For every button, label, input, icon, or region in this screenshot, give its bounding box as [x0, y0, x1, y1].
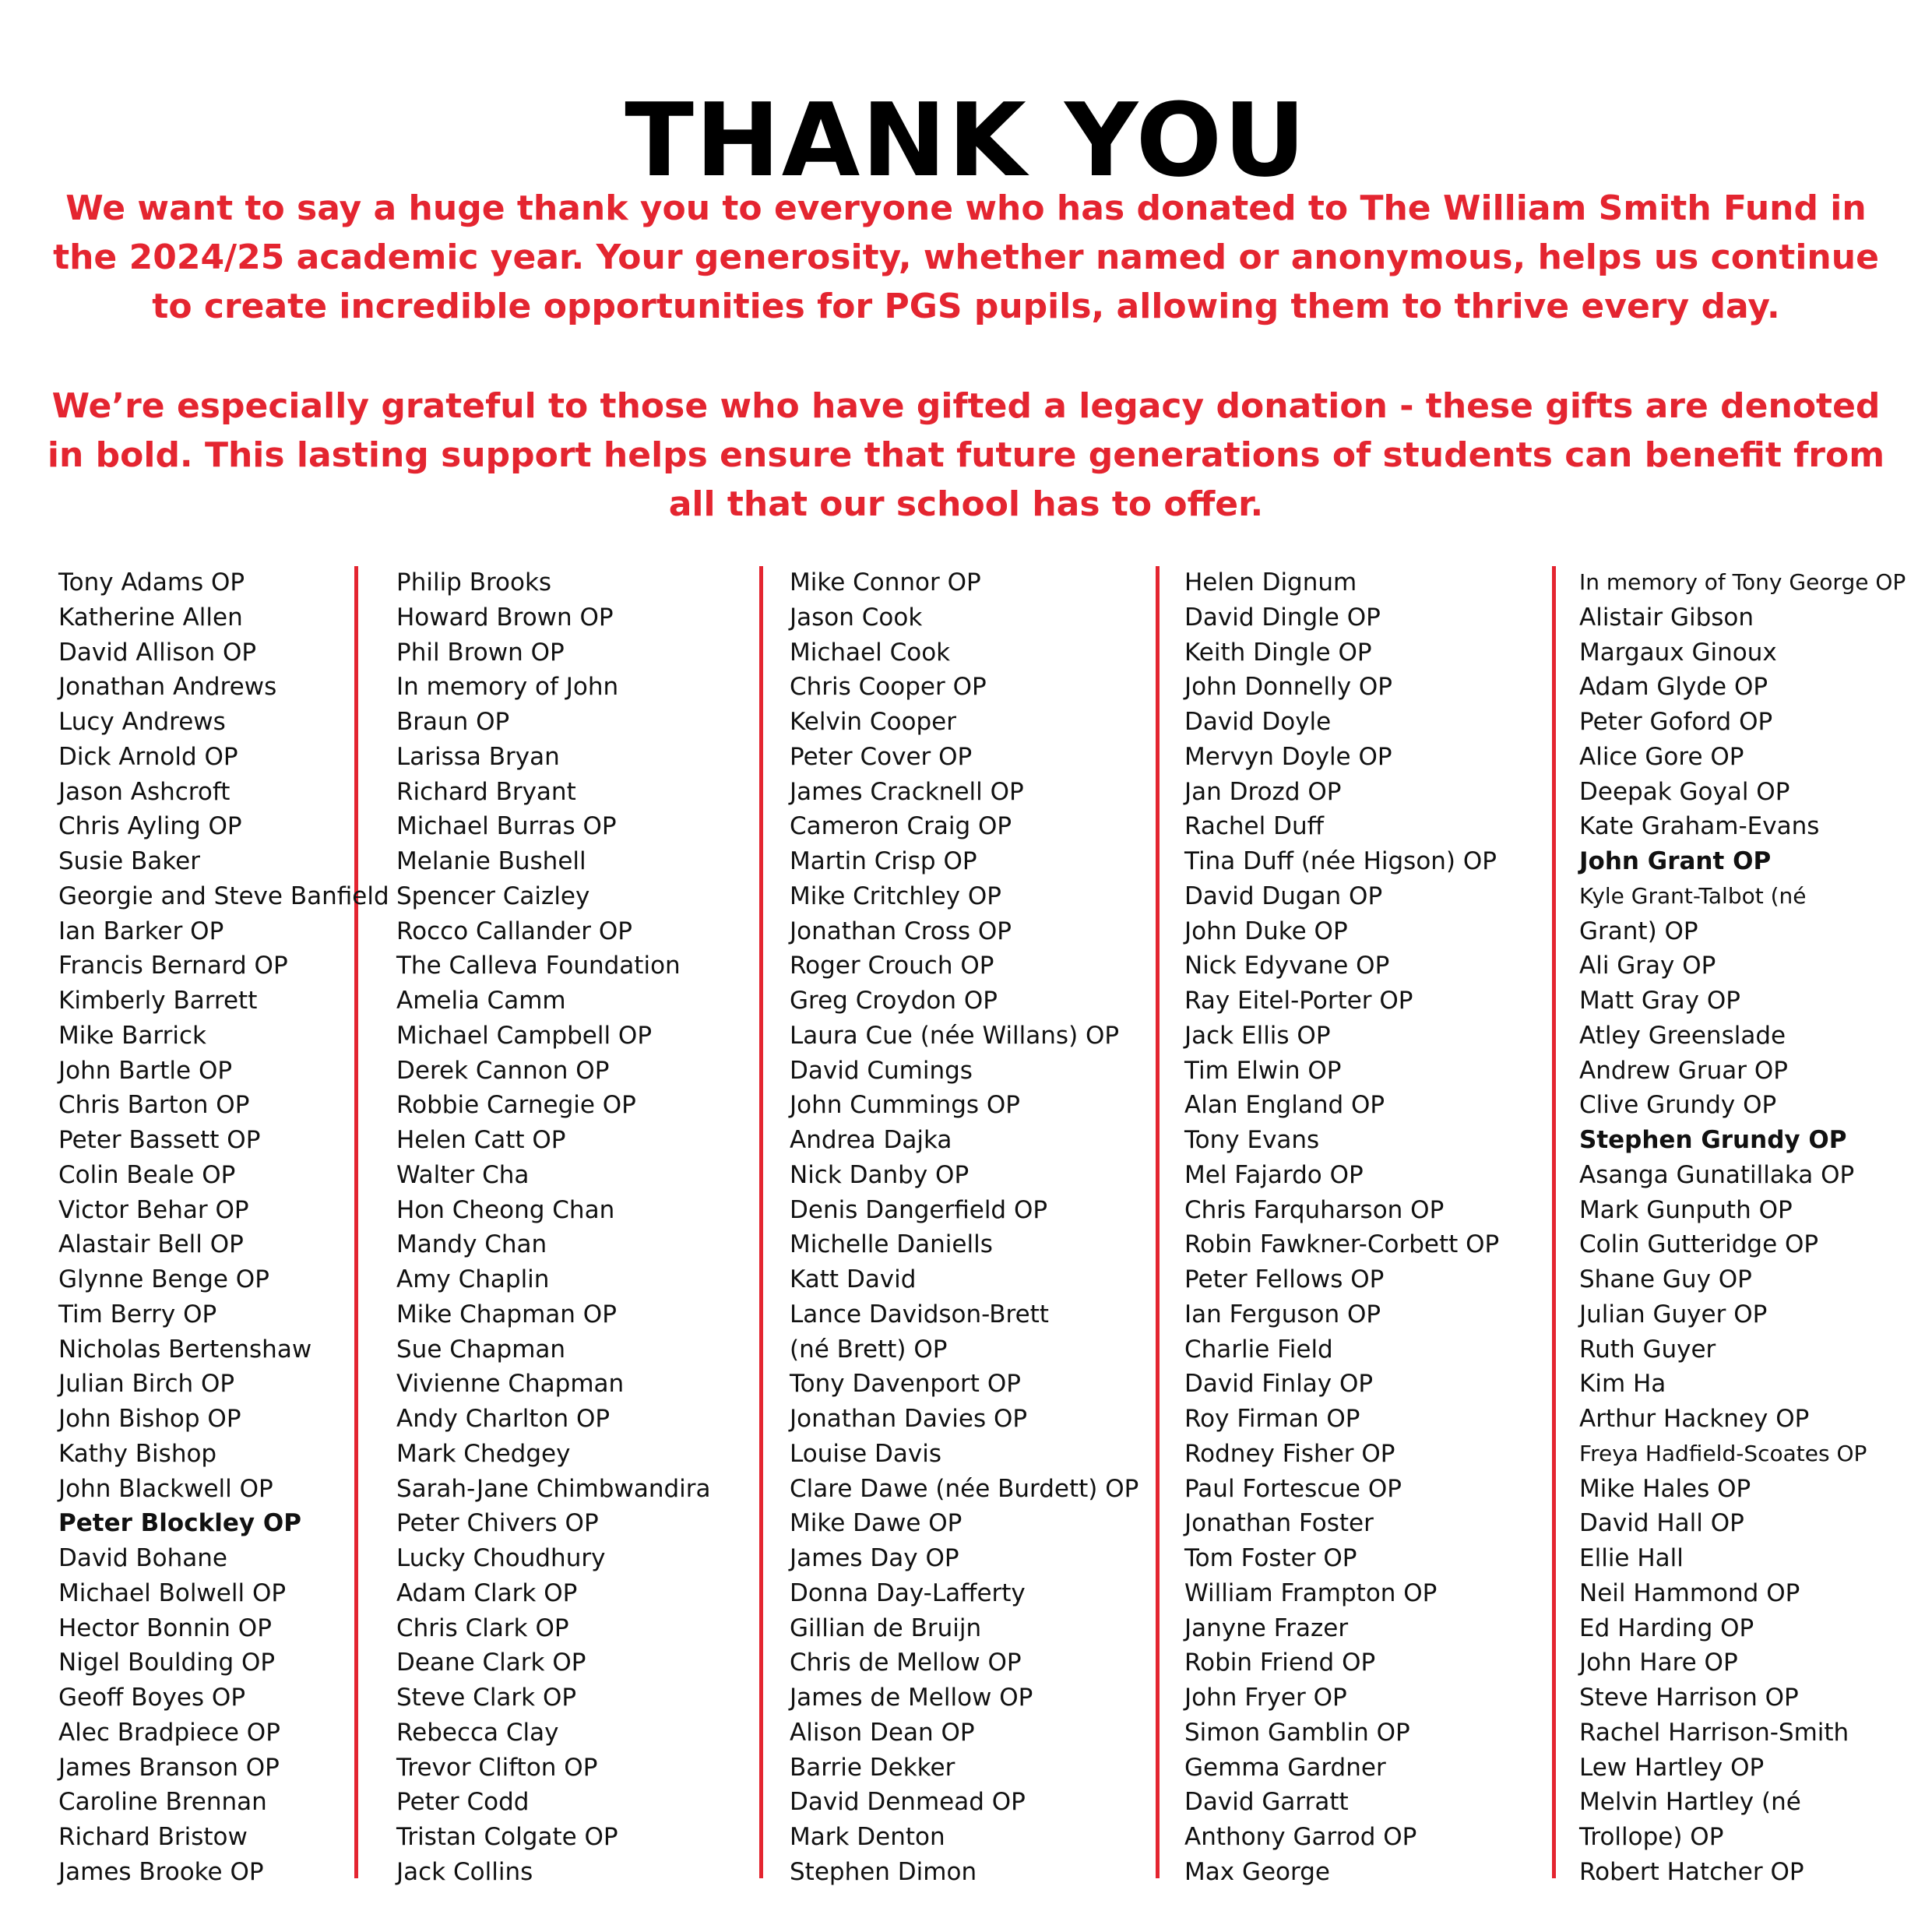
donor-name: Spencer Caizley: [396, 882, 590, 910]
donor-name: Adam Clark OP: [396, 1578, 578, 1607]
donor-name: Chris Farquharson OP: [1184, 1195, 1445, 1224]
donor-name: Jason Ashcroft: [58, 777, 231, 806]
donor-name: Jonathan Foster: [1184, 1509, 1374, 1538]
donor-name: Susie Baker: [58, 847, 200, 875]
donor-name: David Cumings: [790, 1056, 973, 1085]
donor-name: Geoff Boyes OP: [58, 1684, 246, 1712]
donor-name: Andrea Dajka: [790, 1126, 952, 1154]
donor-name: James Brooke OP: [58, 1857, 264, 1886]
donor-name: Robert Hatcher OP: [1579, 1857, 1804, 1886]
donor-column-2: [396, 565, 711, 1890]
donor-name: Mandy Chan: [396, 1230, 547, 1259]
donor-name: Michael Burras OP: [396, 812, 617, 841]
donor-name: Mervyn Doyle OP: [1184, 742, 1392, 771]
donor-name: Ed Harding OP: [1579, 1614, 1754, 1642]
donor-name: Kim Ha: [1579, 1370, 1666, 1399]
donor-name: Rocco Callander OP: [396, 917, 632, 945]
donor-name: Lucky Choudhury: [396, 1544, 606, 1572]
donor-name: Keith Dingle OP: [1184, 638, 1372, 667]
donor-column-4: [1184, 565, 1499, 1890]
donor-name: Michael Cook: [790, 638, 951, 667]
donor-name: Janyne Frazer: [1184, 1614, 1349, 1642]
donor-name: John Grant OP: [1579, 847, 1772, 875]
donor-name: Nick Edyvane OP: [1184, 952, 1390, 980]
donor-name: Mike Chapman OP: [396, 1300, 617, 1328]
donor-name: Mike Connor OP: [790, 568, 981, 596]
donor-name: John Bartle OP: [58, 1056, 233, 1085]
donor-name: Ali Gray OP: [1579, 952, 1716, 980]
donor-name: Neil Hammond OP: [1579, 1578, 1800, 1607]
donor-name: Ian Ferguson OP: [1184, 1300, 1381, 1328]
donor-name: Roy Firman OP: [1184, 1405, 1360, 1433]
donor-name: William Frampton OP: [1184, 1578, 1438, 1607]
donor-name: Julian Guyer OP: [1579, 1300, 1768, 1328]
intro-legacy-paragraph: We’re especially grateful to those who have gifted a legacy donation - these gifts are denoted in bold. This lasting support helps ensure that future generations of students can benefit from all that our school has to offer.: [47, 386, 1885, 524]
donor-name: Sue Chapman: [396, 1335, 566, 1364]
donor-name: Jonathan Andrews: [58, 673, 277, 702]
donor-name: Mark Denton: [790, 1823, 945, 1851]
donor-name: Hector Bonnin OP: [58, 1614, 272, 1642]
donor-name: Rebecca Clay: [396, 1718, 559, 1747]
donor-name: Rachel Harrison-Smith: [1579, 1718, 1849, 1747]
donor-name: Tony Adams OP: [58, 568, 245, 596]
donor-name: Alastair Bell OP: [58, 1230, 244, 1259]
donor-name: Simon Gamblin OP: [1184, 1718, 1410, 1747]
donor-name: Kelvin Cooper: [790, 708, 957, 736]
donor-name: Sarah-Jane Chimbwandira: [396, 1474, 711, 1503]
donor-name: Anthony Garrod OP: [1184, 1823, 1417, 1851]
column-divider: [1552, 566, 1556, 1878]
donor-name: Ian Barker OP: [58, 917, 224, 945]
donor-name: Katherine Allen: [58, 603, 243, 632]
donor-name: David Finlay OP: [1184, 1370, 1374, 1399]
donor-name: John Bishop OP: [58, 1405, 241, 1433]
donor-name: Michelle Daniells: [790, 1230, 993, 1259]
donor-name: Nigel Boulding OP: [58, 1649, 276, 1677]
donor-name: Atley Greenslade: [1579, 1021, 1786, 1050]
donor-name: Rachel Duff: [1184, 812, 1324, 841]
donor-name: Tony Evans: [1184, 1126, 1320, 1154]
page-title: THANK YOU: [625, 81, 1307, 199]
donor-name: Chris de Mellow OP: [790, 1649, 1022, 1677]
donor-name: Mark Gunputh OP: [1579, 1195, 1793, 1224]
donor-name: Colin Beale OP: [58, 1160, 236, 1189]
donor-name: Trollope) OP: [1579, 1823, 1724, 1851]
donor-name: Walter Cha: [396, 1160, 530, 1189]
donor-name: Jason Cook: [790, 603, 923, 632]
donor-name: Chris Ayling OP: [58, 812, 242, 841]
donor-name: Derek Cannon OP: [396, 1056, 610, 1085]
donor-name: Peter Goford OP: [1579, 708, 1773, 736]
donor-name: Tristan Colgate OP: [396, 1823, 618, 1851]
donor-name: Alan England OP: [1184, 1091, 1385, 1120]
donor-name: Andrew Gruar OP: [1579, 1056, 1788, 1085]
donor-name: Jan Drozd OP: [1184, 777, 1342, 806]
donor-name: Ray Eitel-Porter OP: [1184, 987, 1413, 1015]
donor-name: Rodney Fisher OP: [1184, 1439, 1395, 1468]
donor-name: Michael Bolwell OP: [58, 1578, 287, 1607]
donor-name: Helen Catt OP: [396, 1126, 566, 1154]
donor-name: Laura Cue (née Willans) OP: [790, 1021, 1120, 1050]
donor-name: Steve Clark OP: [396, 1684, 577, 1712]
donor-name: Caroline Brennan: [58, 1788, 267, 1817]
donor-name: Adam Glyde OP: [1579, 673, 1768, 702]
donor-name: Steve Harrison OP: [1579, 1684, 1799, 1712]
donor-name: John Duke OP: [1184, 917, 1348, 945]
donor-name: Lucy Andrews: [58, 708, 226, 736]
donor-name: David Allison OP: [58, 638, 257, 667]
donor-name: Trevor Clifton OP: [396, 1753, 598, 1782]
donor-name: Nicholas Bertenshaw: [58, 1335, 312, 1364]
donor-name: The Calleva Foundation: [396, 952, 681, 980]
donor-name: Chris Cooper OP: [790, 673, 987, 702]
intro-thanks-paragraph: We want to say a huge thank you to everyone who has donated to The William Smith Fund in the 2024/25 academic year. Your generosity, whether named or anonymous, helps us continue to create incredible opportunities for PGS pupils, allowing them to thrive every day.: [53, 188, 1879, 326]
donor-name: John Fryer OP: [1184, 1684, 1347, 1712]
donor-name: Mark Chedgey: [396, 1439, 571, 1468]
donor-name: Louise Davis: [790, 1439, 942, 1468]
donor-name: Vivienne Chapman: [396, 1370, 625, 1399]
donor-name: Melanie Bushell: [396, 847, 586, 875]
donor-name: Philip Brooks: [396, 568, 552, 596]
donor-name: Kyle Grant-Talbot (né: [1579, 882, 1807, 909]
donor-name: Paul Fortescue OP: [1184, 1474, 1402, 1503]
donor-name: James Day OP: [790, 1544, 959, 1572]
donor-name: Jack Ellis OP: [1184, 1021, 1331, 1050]
donor-name: David Dugan OP: [1184, 882, 1383, 910]
donor-name: Julian Birch OP: [58, 1370, 235, 1399]
donor-name: Katt David: [790, 1265, 917, 1293]
donor-name: Melvin Hartley (né: [1579, 1788, 1801, 1817]
donor-name: Gemma Gardner: [1184, 1753, 1386, 1782]
donor-name: John Blackwell OP: [58, 1474, 273, 1503]
donor-name: John Cummings OP: [790, 1091, 1020, 1120]
donor-name: Deepak Goyal OP: [1579, 777, 1790, 806]
donor-name: Jack Collins: [396, 1857, 533, 1886]
donor-name: Tina Duff (née Higson) OP: [1184, 847, 1497, 875]
donor-name: Amelia Camm: [396, 987, 566, 1015]
donor-name: Alice Gore OP: [1579, 742, 1744, 771]
donor-name: Lew Hartley OP: [1579, 1753, 1765, 1782]
donor-name: Richard Bristow: [58, 1823, 248, 1851]
donor-name: Jonathan Davies OP: [790, 1405, 1028, 1433]
donor-name: Peter Cover OP: [790, 742, 973, 771]
donor-name: David Doyle: [1184, 708, 1332, 736]
column-divider: [759, 566, 763, 1878]
donor-name: Tony Davenport OP: [790, 1370, 1021, 1399]
donor-name: Glynne Benge OP: [58, 1265, 269, 1293]
donor-name: Peter Chivers OP: [396, 1509, 599, 1538]
donor-name: Tim Elwin OP: [1184, 1056, 1342, 1085]
donor-name: Grant) OP: [1579, 917, 1698, 945]
donor-name: Michael Campbell OP: [396, 1021, 653, 1050]
donor-name: Peter Blockley OP: [58, 1509, 301, 1538]
donor-name: James Branson OP: [58, 1753, 280, 1782]
donor-name: Greg Croydon OP: [790, 987, 998, 1015]
donor-name: Ellie Hall: [1579, 1544, 1684, 1572]
donor-name: Georgie and Steve Banfield: [58, 882, 389, 910]
donor-name: Kimberly Barrett: [58, 987, 258, 1015]
donor-name: Mike Barrick: [58, 1021, 206, 1050]
donor-name: Shane Guy OP: [1579, 1265, 1752, 1293]
donor-name: Denis Dangerfield OP: [790, 1195, 1048, 1224]
donor-name: In memory of John: [396, 673, 619, 702]
donor-name: Robbie Carnegie OP: [396, 1091, 636, 1120]
donor-name: Barrie Dekker: [790, 1753, 955, 1782]
donor-column-5: [1579, 565, 1906, 1890]
donor-name: Dick Arnold OP: [58, 742, 238, 771]
donor-name: Roger Crouch OP: [790, 952, 994, 980]
donor-name: David Bohane: [58, 1544, 227, 1572]
donor-name: Kathy Bishop: [58, 1439, 217, 1468]
donor-name: Deane Clark OP: [396, 1649, 586, 1677]
donor-name: Phil Brown OP: [396, 638, 565, 667]
donor-name: Mike Hales OP: [1579, 1474, 1751, 1503]
donor-name: Andy Charlton OP: [396, 1405, 611, 1433]
donor-name: Max George: [1184, 1857, 1330, 1886]
donor-name: Chris Barton OP: [58, 1091, 250, 1120]
donor-name: Nick Danby OP: [790, 1160, 970, 1189]
donor-name: Peter Codd: [396, 1788, 530, 1817]
donor-name: Freya Hadfield-Scoates OP: [1579, 1440, 1867, 1466]
donor-name: Mike Dawe OP: [790, 1509, 962, 1538]
donor-name: Gillian de Bruijn: [790, 1614, 982, 1642]
donor-name: Kate Graham-Evans: [1579, 812, 1820, 841]
donor-name: David Garratt: [1184, 1788, 1349, 1817]
donor-name: Lance Davidson-Brett: [790, 1300, 1049, 1328]
donor-name: Howard Brown OP: [396, 603, 614, 632]
donor-name: Alec Bradpiece OP: [58, 1718, 280, 1747]
donor-name: Robin Fawkner-Corbett OP: [1184, 1230, 1500, 1259]
donor-name: Clive Grundy OP: [1579, 1091, 1777, 1120]
donor-name: Robin Friend OP: [1184, 1649, 1376, 1677]
donor-name: Cameron Craig OP: [790, 812, 1012, 841]
donor-name: Peter Fellows OP: [1184, 1265, 1385, 1293]
donor-name: Peter Bassett OP: [58, 1126, 261, 1154]
donor-name: Asanga Gunatillaka OP: [1579, 1160, 1855, 1189]
donor-name: Stephen Dimon: [790, 1857, 977, 1886]
donor-name: Amy Chaplin: [396, 1265, 550, 1293]
donor-name: Charlie Field: [1184, 1335, 1333, 1364]
donor-name: Colin Gutteridge OP: [1579, 1230, 1819, 1259]
donor-name: David Dingle OP: [1184, 603, 1381, 632]
donor-name: David Denmead OP: [790, 1788, 1026, 1817]
donor-name: Braun OP: [396, 708, 510, 736]
donor-column-3: [790, 565, 1138, 1890]
donor-name: John Hare OP: [1579, 1649, 1738, 1677]
donor-name: Richard Bryant: [396, 777, 576, 806]
donor-name: Martin Crisp OP: [790, 847, 977, 875]
donor-name: David Hall OP: [1579, 1509, 1744, 1538]
donor-name: Helen Dignum: [1184, 568, 1357, 596]
donor-column-1: [58, 565, 389, 1890]
donor-name: Hon Cheong Chan: [396, 1195, 615, 1224]
donor-name: Tim Berry OP: [58, 1300, 217, 1328]
donor-name: Donna Day-Lafferty: [790, 1578, 1026, 1607]
donor-name: (né Brett) OP: [790, 1335, 948, 1364]
donor-name: James Cracknell OP: [790, 777, 1024, 806]
donor-name: Francis Bernard OP: [58, 952, 288, 980]
donor-name: Ruth Guyer: [1579, 1335, 1716, 1364]
donor-name: Larissa Bryan: [396, 742, 560, 771]
donor-name: Chris Clark OP: [396, 1614, 569, 1642]
donor-name: Mel Fajardo OP: [1184, 1160, 1364, 1189]
donor-name: Stephen Grundy OP: [1579, 1126, 1847, 1154]
donor-name: James de Mellow OP: [790, 1684, 1033, 1712]
donor-name: Alistair Gibson: [1579, 603, 1754, 632]
donor-name: Clare Dawe (née Burdett) OP: [790, 1474, 1139, 1503]
donor-name: Arthur Hackney OP: [1579, 1405, 1810, 1433]
donor-name: Tom Foster OP: [1184, 1544, 1357, 1572]
donor-name: Margaux Ginoux: [1579, 638, 1777, 667]
donor-name: Matt Gray OP: [1579, 987, 1740, 1015]
donor-name: Jonathan Cross OP: [790, 917, 1012, 945]
donor-name: Alison Dean OP: [790, 1718, 975, 1747]
donor-name: Mike Critchley OP: [790, 882, 1001, 910]
donor-name: Victor Behar OP: [58, 1195, 249, 1224]
donor-name: John Donnelly OP: [1184, 673, 1392, 702]
column-divider: [1156, 566, 1160, 1878]
donor-name: In memory of Tony George OP: [1579, 569, 1906, 595]
